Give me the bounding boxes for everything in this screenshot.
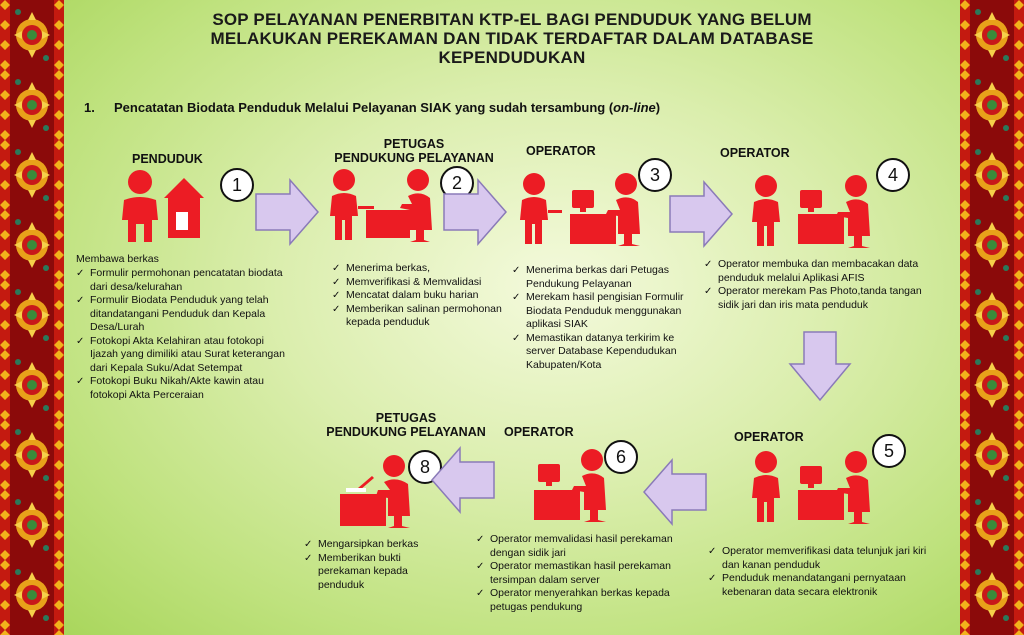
actor-label-line: PETUGAS	[375, 411, 437, 425]
arrow-right-icon	[668, 180, 734, 248]
arrow-left-icon	[430, 446, 496, 514]
service-officer-desk-icon	[330, 168, 438, 246]
step-number-8: 8	[408, 450, 442, 484]
diagram-area	[64, 0, 960, 635]
actor-label-operator-4: OPERATOR	[720, 146, 790, 160]
step-2-list	[332, 262, 512, 330]
actor-label-penduduk: PENDUDUK	[132, 152, 203, 166]
list-item: ✓ Menerima berkas,	[332, 262, 512, 276]
list-item: ✓ Memberikan bukti perekaman kepada penduduk	[304, 552, 434, 593]
operator-computer-icon	[750, 450, 878, 526]
actor-label-line: PETUGAS	[383, 137, 445, 151]
step-8-list	[304, 538, 434, 592]
list-item: ✓ Operator memverifikasi data telunjuk jari kiri dan kanan penduduk	[708, 545, 938, 572]
actor-label-operator-5: OPERATOR	[734, 430, 804, 444]
actor-label-petugas-1	[334, 137, 494, 165]
title-line-3: KEPENDUDUKAN	[438, 48, 586, 67]
actor-label-line: PENDUKUNG PELAYANAN	[334, 151, 494, 165]
list-item: ✓ Menerima berkas dari Petugas Pendukung Pelayanan	[512, 264, 694, 291]
batik-pattern-right	[960, 0, 1024, 635]
step-number-2: 2	[440, 166, 474, 200]
list-item: ✓ Mencatat dalam buku harian	[332, 289, 512, 303]
title-line-2: MELAKUKAN PEREKAMAN DAN TIDAK TERDAFTAR DALAM DATABASE	[210, 29, 814, 48]
arrow-right-icon	[442, 178, 508, 246]
step-number-5: 5	[872, 434, 906, 468]
step-6-list	[476, 533, 706, 614]
step-number-3: 3	[638, 158, 672, 192]
list-item: ✓ Operator membuka dan membacakan data penduduk melalui Aplikasi AFIS	[704, 258, 936, 285]
list-item: ✓ Penduduk menandatangani pernyataan kebenaran data secara elektronik	[708, 572, 938, 599]
operator-single-computer-icon	[530, 450, 610, 526]
list-item: ✓ Merekam hasil pengisian Formulir Biodata Penduduk menggunakan aplikasi SIAK	[512, 291, 694, 332]
actor-label-petugas-8	[326, 411, 486, 439]
section-number: 1.	[84, 100, 95, 115]
operator-computer-icon	[750, 174, 878, 250]
arrow-left-icon	[642, 458, 708, 526]
list-item: ✓ Operator memastikan hasil perekaman tersimpan dalam server	[476, 560, 706, 587]
arrow-right-icon	[254, 178, 320, 246]
list-item: ✓ Formulir Biodata Penduduk yang telah ditandatangani Penduduk dan Kepala Desa/Lurah	[76, 294, 292, 335]
operator-computer-icon	[518, 172, 648, 250]
list-item: ✓ Memverifikasi & Memvalidasi	[332, 276, 512, 290]
list-item: ✓ Memberikan salinan permohonan kepada penduduk	[332, 303, 512, 330]
step-4-list	[704, 258, 936, 312]
arrow-down-icon	[788, 330, 852, 402]
left-decorative-border	[0, 0, 64, 635]
section-heading	[84, 100, 660, 115]
list-item: ✓ Memastikan datanya terkirim ke server Database Kependudukan Kabupaten/Kota	[512, 332, 694, 373]
list-item: ✓ Fotokopi Akta Kelahiran atau fotokopi Ijazah yang dimiliki atau Surat keterangan dari Kepala Suku/Adat Setempat	[76, 335, 292, 376]
resident-with-house-icon	[118, 168, 208, 244]
right-decorative-border	[960, 0, 1024, 635]
list-item: ✓ Formulir permohonan pencatatan biodata dari desa/kelurahan	[76, 267, 292, 294]
list-item: ✓ Operator memvalidasi hasil perekaman dengan sidik jari	[476, 533, 706, 560]
title-line-1: SOP PELAYANAN PENERBITAN KTP-EL BAGI PENDUDUK YANG BELUM	[212, 10, 812, 29]
step-number-1: 1	[220, 168, 254, 202]
actor-label-operator-3: OPERATOR	[526, 144, 596, 158]
step-number-4: 4	[876, 158, 910, 192]
section-text: Pencatatan Biodata Penduduk Melalui Pelayanan SIAK yang sudah tersambung (	[114, 100, 614, 115]
step-3-list	[512, 264, 694, 372]
actor-label-line: PENDUKUNG PELAYANAN	[326, 425, 486, 439]
actor-label-operator-6: OPERATOR	[504, 425, 574, 439]
step-1-list	[76, 267, 292, 402]
step-1-intro: Membawa berkas	[76, 253, 159, 265]
list-item: ✓ Mengarsipkan berkas	[304, 538, 434, 552]
batik-pattern-left	[0, 0, 64, 635]
section-close: )	[655, 100, 661, 115]
section-italic: on-line	[613, 100, 656, 115]
officer-writing-icon	[338, 454, 420, 530]
list-item: ✓ Operator menyerahkan berkas kepada petugas pendukung	[476, 587, 706, 614]
step-number-6: 6	[604, 440, 638, 474]
list-item: ✓ Fotokopi Buku Nikah/Akte kawin atau fotokopi Akta Perceraian	[76, 375, 292, 402]
page-title	[64, 10, 960, 67]
step-5-list	[708, 545, 938, 599]
list-item: ✓ Operator merekam Pas Photo,tanda tangan sidik jari dan iris mata penduduk	[704, 285, 936, 312]
